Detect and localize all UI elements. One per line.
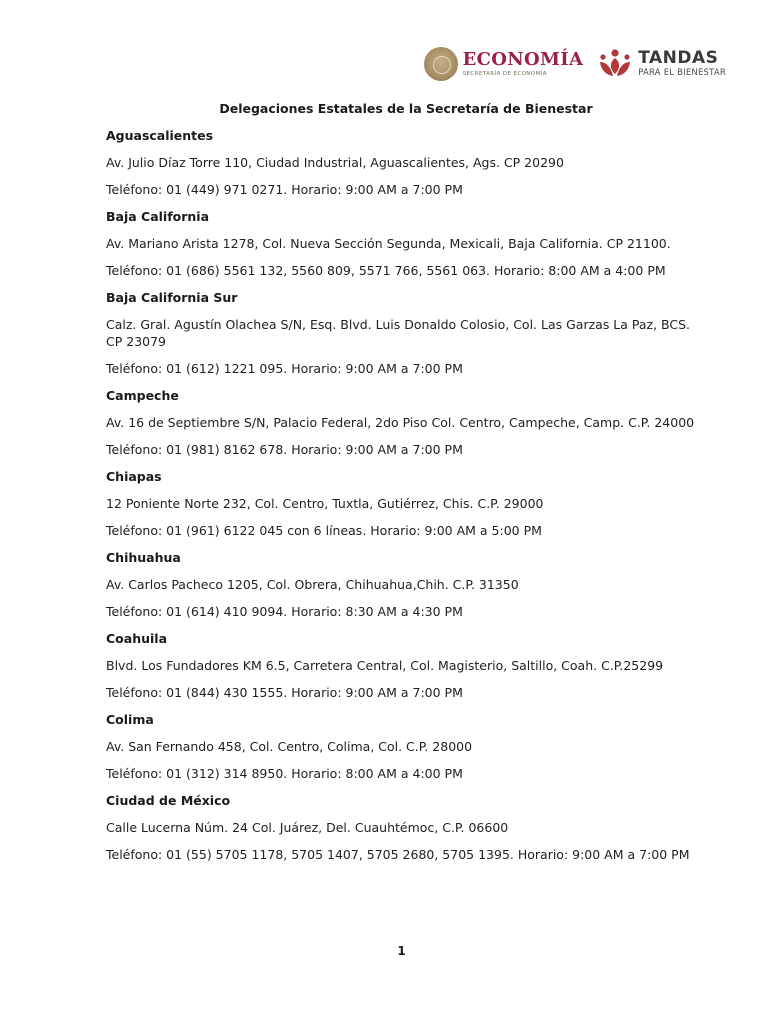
state-address: Av. San Fernando 458, Col. Centro, Colima, Col. C.P. 28000 <box>106 739 473 754</box>
delegation-entry <box>106 387 706 458</box>
document-body <box>106 100 706 873</box>
delegation-entry <box>106 792 706 863</box>
national-seal-icon <box>424 47 458 81</box>
state-phone-hours: Teléfono: 01 (312) 314 8950. Horario: 8:00 AM a 4:00 PM <box>106 766 463 781</box>
state-address: Av. Julio Díaz Torre 110, Ciudad Industrial, Aguascalientes, Ags. CP 20290 <box>106 155 564 170</box>
delegation-entry <box>106 711 706 782</box>
tandas-logo-name: TANDAS <box>638 48 719 69</box>
state-phone-hours: Teléfono: 01 (55) 5705 1178, 5705 1407, 5705 2680, 5705 1395. Horario: 9:00 AM a 7:00 PM <box>106 847 690 862</box>
state-address: Calle Lucerna Núm. 24 Col. Juárez, Del. Cuauhtémoc, C.P. 06600 <box>106 820 509 835</box>
state-address: 12 Poniente Norte 232, Col. Centro, Tuxtla, Gutiérrez, Chis. C.P. 29000 <box>106 496 544 511</box>
economia-logo-subtitle: SECRETARÍA DE ECONOMÍA <box>462 70 547 77</box>
state-phone-hours: Teléfono: 01 (686) 5561 132, 5560 809, 5571 766, 5561 063. Horario: 8:00 AM a 4:00 PM <box>106 263 666 278</box>
document-title: Delegaciones Estatales de la Secretaría de Bienestar <box>219 101 593 116</box>
state-address: Calz. Gral. Agustín Olachea S/N, Esq. Blvd. Luis Donaldo Colosio, Col. Las Garzas La Paz, BCS. CP 23079 <box>106 317 691 349</box>
economia-logo-name: ECONOMÍA <box>462 48 584 70</box>
state-phone-hours: Teléfono: 01 (844) 430 1555. Horario: 9:00 AM a 7:00 PM <box>106 685 463 700</box>
state-address: Av. Carlos Pacheco 1205, Col. Obrera, Chihuahua,Chih. C.P. 31350 <box>106 577 519 592</box>
state-phone-hours: Teléfono: 01 (981) 8162 678. Horario: 9:00 AM a 7:00 PM <box>106 442 463 457</box>
delegation-entry <box>106 127 706 198</box>
state-address: Av. 16 de Septiembre S/N, Palacio Federal, 2do Piso Col. Centro, Campeche, Camp. C.P. 24000 <box>106 415 695 430</box>
page-number: 1 <box>397 944 406 958</box>
page-header <box>424 44 726 84</box>
state-name: Coahuila <box>106 631 167 646</box>
state-name: Baja California Sur <box>106 290 238 305</box>
delegation-entry <box>106 289 706 377</box>
delegation-entry <box>106 468 706 539</box>
state-name: Chiapas <box>106 469 162 484</box>
state-phone-hours: Teléfono: 01 (961) 6122 045 con 6 líneas. Horario: 9:00 AM a 5:00 PM <box>106 523 542 538</box>
delegation-entry <box>106 208 706 279</box>
tandas-logo-subtitle: PARA EL BIENESTAR <box>638 68 726 79</box>
state-phone-hours: Teléfono: 01 (449) 971 0271. Horario: 9:00 AM a 7:00 PM <box>106 182 463 197</box>
state-address: Av. Mariano Arista 1278, Col. Nueva Sección Segunda, Mexicali, Baja California. CP 21100. <box>106 236 671 251</box>
state-name: Aguascalientes <box>106 128 214 143</box>
economia-logo <box>424 47 584 81</box>
state-name: Chihuahua <box>106 550 181 565</box>
tandas-people-icon <box>597 48 633 80</box>
state-name: Baja California <box>106 209 210 224</box>
state-name: Colima <box>106 712 154 727</box>
state-address: Blvd. Los Fundadores KM 6.5, Carretera Central, Col. Magisterio, Saltillo, Coah. C.P.25299 <box>106 658 664 673</box>
delegation-entry <box>106 630 706 701</box>
state-phone-hours: Teléfono: 01 (614) 410 9094. Horario: 8:30 AM a 4:30 PM <box>106 604 463 619</box>
state-name: Campeche <box>106 388 179 403</box>
state-name: Ciudad de México <box>106 793 231 808</box>
delegations-list <box>106 127 706 863</box>
tandas-logo <box>597 48 726 80</box>
delegation-entry <box>106 549 706 620</box>
state-phone-hours: Teléfono: 01 (612) 1221 095. Horario: 9:00 AM a 7:00 PM <box>106 361 463 376</box>
